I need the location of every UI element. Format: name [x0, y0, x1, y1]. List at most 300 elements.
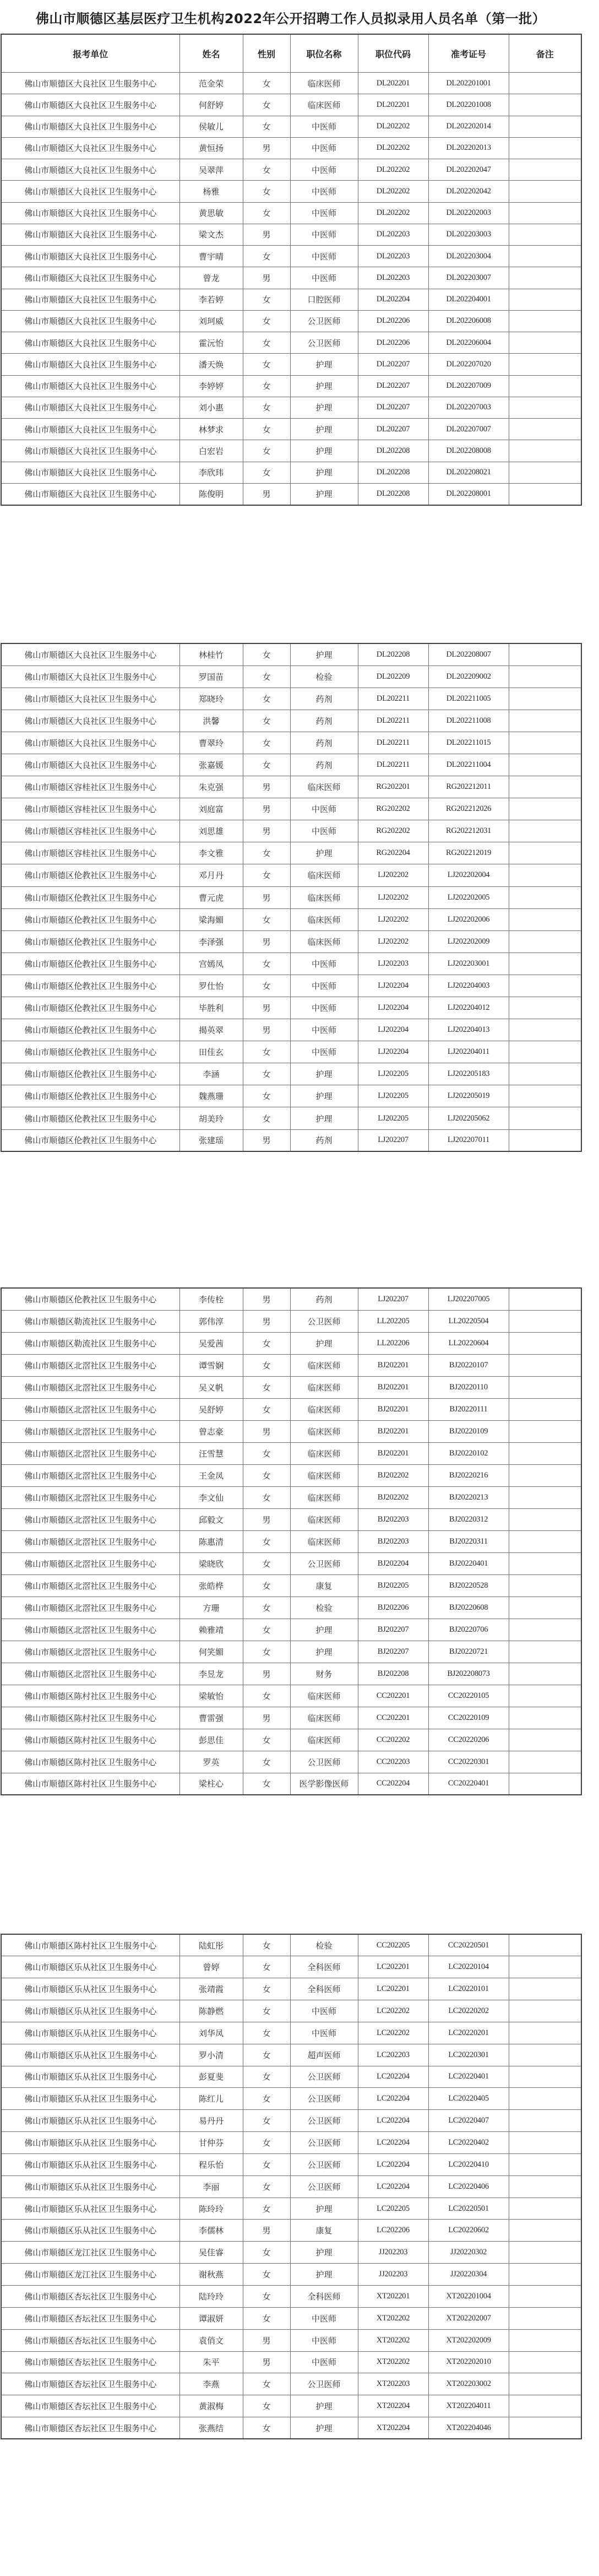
- cell-position-code: LC202201: [358, 1956, 428, 1978]
- cell-gender: 男: [243, 2220, 290, 2242]
- cell-position-code: CC202201: [358, 1707, 428, 1729]
- cell-name: 魏燕珊: [179, 1085, 243, 1107]
- cell-unit: 佛山市顺德区大良社区卫生服务中心: [1, 73, 179, 94]
- cell-position: 临床医师: [290, 1729, 358, 1751]
- cell-position-code: BJ202201: [358, 1398, 428, 1420]
- cell-remark: [509, 1773, 581, 1795]
- cell-gender: 女: [243, 2110, 290, 2132]
- cell-position: 护理: [290, 375, 358, 397]
- cell-name: 彭思佳: [179, 1729, 243, 1751]
- cell-name: 邱毅文: [179, 1508, 243, 1530]
- cell-unit: 佛山市顺德区陈村社区卫生服务中心: [1, 1773, 179, 1795]
- cell-admission-no: LJ202207005: [428, 1288, 509, 1310]
- cell-admission-no: BJ20220111: [428, 1398, 509, 1420]
- cell-position: 护理: [290, 483, 358, 505]
- cell-name: 陆虹彤: [179, 1934, 243, 1956]
- cell-name: 林桂竹: [179, 643, 243, 665]
- cell-position-code: DL202204: [358, 289, 428, 310]
- cell-remark: [509, 2198, 581, 2220]
- cell-position-code: DL202211: [358, 688, 428, 710]
- cell-admission-no: DL202201008: [428, 94, 509, 116]
- cell-remark: [509, 1574, 581, 1597]
- cell-unit: 佛山市顺德区大良社区卫生服务中心: [1, 754, 179, 776]
- cell-gender: 女: [243, 354, 290, 375]
- cell-name: 梁海媚: [179, 908, 243, 930]
- cell-position: 公卫医师: [290, 2132, 358, 2154]
- cell-admission-no: LJ202205183: [428, 1063, 509, 1085]
- cell-remark: [509, 754, 581, 776]
- cell-position-code: LJ202202: [358, 864, 428, 886]
- cell-position-code: XT202204: [358, 2395, 428, 2417]
- table-row: [1, 1486, 581, 1508]
- cell-unit: 佛山市顺德区大良社区卫生服务中心: [1, 202, 179, 224]
- cell-gender: 男: [243, 1129, 290, 1151]
- cell-name: 黄思敏: [179, 202, 243, 224]
- cell-position-code: LJ202204: [358, 1041, 428, 1063]
- cell-name: 曾志豪: [179, 1420, 243, 1442]
- cell-name: 李儒林: [179, 2220, 243, 2242]
- col-header-gender: 性别: [243, 34, 290, 73]
- cell-position-code: DL202206: [358, 310, 428, 332]
- cell-name: 郭伟淳: [179, 1310, 243, 1332]
- cell-position: 临床医师: [290, 908, 358, 930]
- cell-position-code: LC202202: [358, 2000, 428, 2022]
- cell-position: 护理: [290, 2264, 358, 2286]
- cell-position: 康复: [290, 1574, 358, 1597]
- cell-name: 曹翠玲: [179, 732, 243, 754]
- table-row: [1, 1663, 581, 1685]
- cell-remark: [509, 397, 581, 418]
- cell-position: 护理: [290, 440, 358, 462]
- cell-gender: 女: [243, 1442, 290, 1464]
- cell-position-code: DL202208: [358, 440, 428, 462]
- col-header-unit: 报考单位: [1, 34, 179, 73]
- cell-admission-no: LJ202203001: [428, 953, 509, 975]
- cell-unit: 佛山市顺德区大良社区卫生服务中心: [1, 94, 179, 116]
- cell-admission-no: XT202202007: [428, 2307, 509, 2329]
- cell-remark: [509, 1552, 581, 1574]
- cell-remark: [509, 2153, 581, 2175]
- cell-name: 易丹丹: [179, 2110, 243, 2132]
- cell-unit: 佛山市顺德区杏坛社区卫生服务中心: [1, 2395, 179, 2417]
- cell-position: 公卫医师: [290, 1751, 358, 1773]
- cell-admission-no: CC20220401: [428, 1773, 509, 1795]
- cell-remark: [509, 2066, 581, 2088]
- cell-admission-no: CC20220301: [428, 1751, 509, 1773]
- cell-unit: 佛山市顺德区龙江社区卫生服务中心: [1, 2264, 179, 2286]
- cell-unit: 佛山市顺德区乐从社区卫生服务中心: [1, 2175, 179, 2198]
- cell-name: 李传栓: [179, 1288, 243, 1310]
- cell-name: 李昱龙: [179, 1663, 243, 1685]
- table-row: [1, 2110, 581, 2132]
- cell-position-code: BJ202201: [358, 1376, 428, 1398]
- cell-admission-no: DL202208001: [428, 483, 509, 505]
- cell-unit: 佛山市顺德区杏坛社区卫生服务中心: [1, 2417, 179, 2439]
- cell-remark: [509, 1376, 581, 1398]
- cell-admission-no: LC20220202: [428, 2000, 509, 2022]
- cell-remark: [509, 2044, 581, 2066]
- cell-position-code: BJ202202: [358, 1464, 428, 1486]
- cell-position-code: LC202204: [358, 2110, 428, 2132]
- cell-unit: 佛山市顺德区大良社区卫生服务中心: [1, 710, 179, 732]
- table-row: [1, 2044, 581, 2066]
- table-row: [1, 73, 581, 94]
- cell-position: 护理: [290, 1063, 358, 1085]
- cell-position-code: LJ202205: [358, 1107, 428, 1129]
- cell-admission-no: DL202203007: [428, 267, 509, 289]
- cell-gender: 女: [243, 665, 290, 688]
- cell-position: 中医师: [290, 997, 358, 1019]
- table-row: [1, 354, 581, 375]
- table-row: [1, 886, 581, 908]
- cell-unit: 佛山市顺德区伦教社区卫生服务中心: [1, 1107, 179, 1129]
- cell-unit: 佛山市顺德区乐从社区卫生服务中心: [1, 2066, 179, 2088]
- cell-gender: 女: [243, 73, 290, 94]
- col-header-name: 姓名: [179, 34, 243, 73]
- table-row: [1, 2286, 581, 2308]
- cell-unit: 佛山市顺德区陈村社区卫生服务中心: [1, 1934, 179, 1956]
- cell-remark: [509, 1934, 581, 1956]
- cell-unit: 佛山市顺德区乐从社区卫生服务中心: [1, 2153, 179, 2175]
- cell-remark: [509, 776, 581, 798]
- cell-remark: [509, 2329, 581, 2351]
- cell-position-code: DL202203: [358, 267, 428, 289]
- cell-gender: 女: [243, 1956, 290, 1978]
- cell-position: 公卫医师: [290, 2110, 358, 2132]
- cell-unit: 佛山市顺德区伦教社区卫生服务中心: [1, 1019, 179, 1041]
- col-header-remark: 备注: [509, 34, 581, 73]
- cell-remark: [509, 181, 581, 202]
- table-row: [1, 1751, 581, 1773]
- cell-unit: 佛山市顺德区杏坛社区卫生服务中心: [1, 2351, 179, 2373]
- cell-gender: 女: [243, 1085, 290, 1107]
- cell-gender: 女: [243, 1354, 290, 1376]
- cell-unit: 佛山市顺德区大良社区卫生服务中心: [1, 137, 179, 159]
- cell-position: 中医师: [290, 1019, 358, 1041]
- cell-position: 药剂: [290, 1288, 358, 1310]
- cell-gender: 男: [243, 483, 290, 505]
- cell-position-code: LJ202202: [358, 930, 428, 953]
- cell-admission-no: DL202206008: [428, 310, 509, 332]
- table-row: [1, 1729, 581, 1751]
- cell-gender: 女: [243, 1107, 290, 1129]
- cell-admission-no: BJ20220706: [428, 1619, 509, 1641]
- cell-unit: 佛山市顺德区北滘社区卫生服务中心: [1, 1574, 179, 1597]
- cell-position: 全科医师: [290, 1956, 358, 1978]
- cell-position-code: LJ202205: [358, 1085, 428, 1107]
- cell-remark: [509, 2000, 581, 2022]
- cell-gender: 女: [243, 1063, 290, 1085]
- cell-position: 护理: [290, 1619, 358, 1641]
- table-row: [1, 1773, 581, 1795]
- cell-position-code: BJ202208: [358, 1663, 428, 1685]
- cell-remark: [509, 1288, 581, 1310]
- cell-name: 赖雅靖: [179, 1619, 243, 1641]
- cell-position-code: LL202205: [358, 1310, 428, 1332]
- cell-remark: [509, 440, 581, 462]
- cell-name: 邓月丹: [179, 864, 243, 886]
- cell-name: 曹宇晴: [179, 246, 243, 267]
- cell-name: 刘华凤: [179, 2022, 243, 2044]
- col-header-position-code: 职位代码: [358, 34, 428, 73]
- cell-name: 李泽强: [179, 930, 243, 953]
- cell-unit: 佛山市顺德区大良社区卫生服务中心: [1, 224, 179, 245]
- cell-remark: [509, 1442, 581, 1464]
- cell-admission-no: LL20220504: [428, 1310, 509, 1332]
- table-row: [1, 1107, 581, 1129]
- cell-position: 中医师: [290, 2000, 358, 2022]
- cell-gender: 女: [243, 2022, 290, 2044]
- cell-admission-no: LC20220402: [428, 2132, 509, 2154]
- cell-remark: [509, 2132, 581, 2154]
- cell-position: 护理: [290, 354, 358, 375]
- table-row: [1, 310, 581, 332]
- cell-name: 梁柱心: [179, 1773, 243, 1795]
- cell-remark: [509, 1663, 581, 1685]
- cell-unit: 佛山市顺德区大良社区卫生服务中心: [1, 354, 179, 375]
- cell-remark: [509, 1041, 581, 1063]
- cell-admission-no: DL202202013: [428, 137, 509, 159]
- cell-remark: [509, 1310, 581, 1332]
- cell-admission-no: LL20220604: [428, 1332, 509, 1354]
- table-row: [1, 2329, 581, 2351]
- cell-position-code: BJ202204: [358, 1552, 428, 1574]
- cell-gender: 男: [243, 1019, 290, 1041]
- cell-unit: 佛山市顺德区大良社区卫生服务中心: [1, 246, 179, 267]
- table-row: [1, 440, 581, 462]
- cell-unit: 佛山市顺德区乐从社区卫生服务中心: [1, 2000, 179, 2022]
- table-row: [1, 710, 581, 732]
- cell-position-code: JJ202203: [358, 2264, 428, 2286]
- cell-position-code: DL202202: [358, 181, 428, 202]
- cell-name: 张建瑶: [179, 1129, 243, 1151]
- cell-admission-no: LC20220602: [428, 2220, 509, 2242]
- cell-remark: [509, 2175, 581, 2198]
- table-row: [1, 116, 581, 137]
- table-row: [1, 2220, 581, 2242]
- cell-position-code: RG202202: [358, 820, 428, 842]
- cell-position: 护理: [290, 2198, 358, 2220]
- cell-position: 护理: [290, 2242, 358, 2264]
- cell-name: 彭夏斐: [179, 2066, 243, 2088]
- cell-position: 临床医师: [290, 1530, 358, 1552]
- cell-position: 中医师: [290, 2351, 358, 2373]
- table-row: [1, 181, 581, 202]
- cell-gender: 女: [243, 1978, 290, 2000]
- cell-position: 药剂: [290, 1129, 358, 1151]
- cell-remark: [509, 1063, 581, 1085]
- cell-name: 刘思雄: [179, 820, 243, 842]
- cell-name: 林梦求: [179, 419, 243, 440]
- cell-position: 中医师: [290, 2307, 358, 2329]
- table-row: [1, 2242, 581, 2264]
- cell-position-code: CC202202: [358, 1729, 428, 1751]
- cell-position: 护理: [290, 1107, 358, 1129]
- cell-remark: [509, 2264, 581, 2286]
- cell-position-code: DL202202: [358, 159, 428, 181]
- cell-admission-no: LJ202204012: [428, 997, 509, 1019]
- cell-remark: [509, 643, 581, 665]
- cell-admission-no: DL202211004: [428, 754, 509, 776]
- cell-remark: [509, 2351, 581, 2373]
- cell-admission-no: LC20220501: [428, 2198, 509, 2220]
- cell-gender: 女: [243, 2417, 290, 2439]
- cell-position: 临床医师: [290, 1420, 358, 1442]
- cell-position: 中医师: [290, 159, 358, 181]
- cell-position-code: XT202204: [358, 2417, 428, 2439]
- table-row: [1, 2264, 581, 2286]
- cell-name: 陈玲玲: [179, 2198, 243, 2220]
- cell-position-code: DL202207: [358, 419, 428, 440]
- cell-unit: 佛山市顺德区杏坛社区卫生服务中心: [1, 2329, 179, 2351]
- cell-unit: 佛山市顺德区勒流社区卫生服务中心: [1, 1310, 179, 1332]
- cell-position: 全科医师: [290, 2286, 358, 2308]
- cell-remark: [509, 864, 581, 886]
- roster-table-section-1: [1, 34, 582, 506]
- cell-position: 临床医师: [290, 1464, 358, 1486]
- cell-gender: 男: [243, 886, 290, 908]
- cell-unit: 佛山市顺德区北滘社区卫生服务中心: [1, 1552, 179, 1574]
- table-row: [1, 332, 581, 354]
- cell-position: 临床医师: [290, 1707, 358, 1729]
- cell-position-code: XT202201: [358, 2286, 428, 2308]
- cell-position: 公卫医师: [290, 2153, 358, 2175]
- cell-position: 检验: [290, 665, 358, 688]
- cell-gender: 女: [243, 246, 290, 267]
- cell-admission-no: DL202207020: [428, 354, 509, 375]
- table-row: [1, 1934, 581, 1956]
- cell-gender: 男: [243, 1420, 290, 1442]
- cell-remark: [509, 202, 581, 224]
- cell-position: 护理: [290, 842, 358, 864]
- table-row: [1, 1597, 581, 1619]
- cell-gender: 男: [243, 137, 290, 159]
- cell-position: 中医师: [290, 267, 358, 289]
- cell-gender: 男: [243, 2351, 290, 2373]
- table-row: [1, 776, 581, 798]
- cell-remark: [509, 997, 581, 1019]
- cell-unit: 佛山市顺德区伦教社区卫生服务中心: [1, 975, 179, 997]
- cell-gender: 女: [243, 643, 290, 665]
- table-row: [1, 397, 581, 418]
- cell-position: 公卫医师: [290, 2088, 358, 2110]
- cell-unit: 佛山市顺德区大良社区卫生服务中心: [1, 665, 179, 688]
- cell-gender: 女: [243, 2088, 290, 2110]
- cell-remark: [509, 1751, 581, 1773]
- cell-unit: 佛山市顺德区大良社区卫生服务中心: [1, 289, 179, 310]
- cell-name: 李丽: [179, 2175, 243, 2198]
- cell-unit: 佛山市顺德区北滘社区卫生服务中心: [1, 1354, 179, 1376]
- cell-admission-no: LC20220201: [428, 2022, 509, 2044]
- cell-name: 曹元虎: [179, 886, 243, 908]
- cell-admission-no: RG202212031: [428, 820, 509, 842]
- cell-remark: [509, 2373, 581, 2395]
- table-row: [1, 2417, 581, 2439]
- cell-position-code: CC202203: [358, 1751, 428, 1773]
- cell-gender: 女: [243, 2044, 290, 2066]
- cell-position-code: RG202201: [358, 776, 428, 798]
- cell-remark: [509, 1354, 581, 1376]
- table-row: [1, 2395, 581, 2417]
- cell-position: 临床医师: [290, 1508, 358, 1530]
- cell-unit: 佛山市顺德区伦教社区卫生服务中心: [1, 886, 179, 908]
- cell-gender: 女: [243, 2286, 290, 2308]
- cell-position-code: LJ202202: [358, 886, 428, 908]
- cell-gender: 男: [243, 1508, 290, 1530]
- cell-gender: 女: [243, 2175, 290, 2198]
- cell-remark: [509, 2307, 581, 2329]
- cell-gender: 女: [243, 1398, 290, 1420]
- table-row: [1, 246, 581, 267]
- cell-remark: [509, 732, 581, 754]
- cell-admission-no: BJ202208073: [428, 1663, 509, 1685]
- cell-admission-no: LC20220301: [428, 2044, 509, 2066]
- cell-gender: 女: [243, 397, 290, 418]
- cell-position-code: DL202211: [358, 754, 428, 776]
- cell-position: 检验: [290, 1934, 358, 1956]
- cell-admission-no: DL202208007: [428, 643, 509, 665]
- cell-position-code: LC202206: [358, 2220, 428, 2242]
- cell-admission-no: BJ20220721: [428, 1641, 509, 1663]
- cell-position-code: CC202205: [358, 1934, 428, 1956]
- cell-position-code: DL202206: [358, 332, 428, 354]
- cell-admission-no: BJ20220213: [428, 1486, 509, 1508]
- cell-position-code: LJ202202: [358, 908, 428, 930]
- cell-position-code: BJ202201: [358, 1420, 428, 1442]
- cell-unit: 佛山市顺德区大良社区卫生服务中心: [1, 643, 179, 665]
- cell-unit: 佛山市顺德区北滘社区卫生服务中心: [1, 1641, 179, 1663]
- cell-position: 药剂: [290, 710, 358, 732]
- cell-unit: 佛山市顺德区陈村社区卫生服务中心: [1, 1729, 179, 1751]
- cell-admission-no: DL202202047: [428, 159, 509, 181]
- table-row: [1, 375, 581, 397]
- cell-unit: 佛山市顺德区乐从社区卫生服务中心: [1, 2110, 179, 2132]
- cell-position-code: CC202204: [358, 1773, 428, 1795]
- cell-position-code: DL202211: [358, 732, 428, 754]
- cell-admission-no: LJ202204011: [428, 1041, 509, 1063]
- cell-gender: 女: [243, 1574, 290, 1597]
- cell-admission-no: DL202208008: [428, 440, 509, 462]
- cell-unit: 佛山市顺德区伦教社区卫生服务中心: [1, 930, 179, 953]
- cell-unit: 佛山市顺德区大良社区卫生服务中心: [1, 483, 179, 505]
- cell-name: 陈惠清: [179, 1530, 243, 1552]
- table-row: [1, 1552, 581, 1574]
- table-row: [1, 2198, 581, 2220]
- cell-admission-no: BJ20220401: [428, 1552, 509, 1574]
- cell-position-code: LC202204: [358, 2066, 428, 2088]
- cell-position-code: XT202202: [358, 2329, 428, 2351]
- cell-position-code: LC202204: [358, 2153, 428, 2175]
- cell-remark: [509, 1956, 581, 1978]
- cell-position: 全科医师: [290, 1978, 358, 2000]
- cell-name: 陆玲玲: [179, 2286, 243, 2308]
- cell-unit: 佛山市顺德区伦教社区卫生服务中心: [1, 908, 179, 930]
- cell-name: 陈俊明: [179, 483, 243, 505]
- col-header-position: 职位名称: [290, 34, 358, 73]
- cell-remark: [509, 1486, 581, 1508]
- table-row: [1, 2088, 581, 2110]
- cell-position-code: BJ202203: [358, 1530, 428, 1552]
- cell-gender: 女: [243, 116, 290, 137]
- cell-position: 护理: [290, 1085, 358, 1107]
- cell-remark: [509, 1619, 581, 1641]
- cell-admission-no: DL202202003: [428, 202, 509, 224]
- cell-position: 护理: [290, 1332, 358, 1354]
- cell-position-code: DL202208: [358, 462, 428, 483]
- cell-admission-no: DL202206004: [428, 332, 509, 354]
- cell-unit: 佛山市顺德区乐从社区卫生服务中心: [1, 1956, 179, 1978]
- cell-position: 临床医师: [290, 1376, 358, 1398]
